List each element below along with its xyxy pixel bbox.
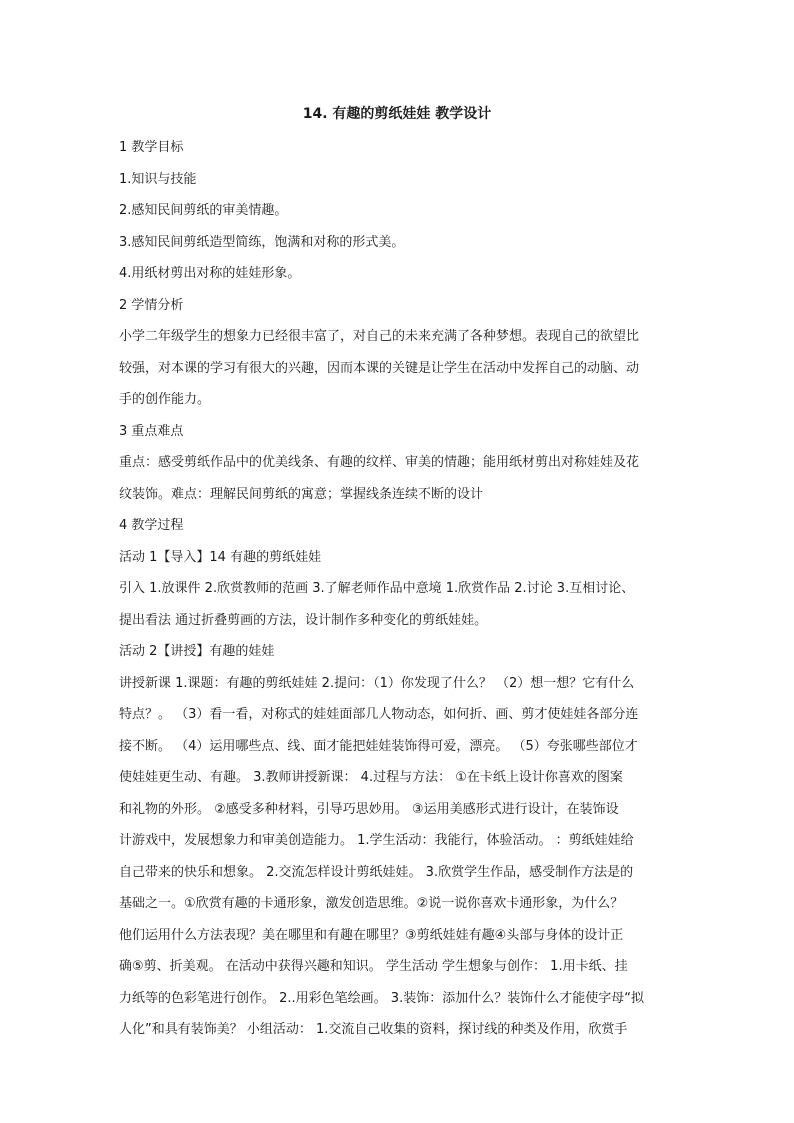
text-line: 讲授新课 1.课题：有趣的剪纸娃娃 2.提问：（1）你发现了什么？ （2）想一想？它有什么 — [119, 675, 635, 691]
document-title: 14. 有趣的剪纸娃娃 教学设计 — [302, 106, 492, 122]
text-line: 重点：感受剪纸作品中的优美线条、有趣的纹样、审美的情趣；能用纸材剪出对称娃娃及花 — [119, 455, 640, 470]
text-line: 计游戏中，发展想象力和审美创造能力。 1.学生活动：我能行，体验活动。 ：剪纸娃娃给 — [119, 833, 634, 848]
text-line: 他们运用什么方法表现？美在哪里和有趣在哪里？③剪纸娃娃有趣④头部与身体的设计正 — [119, 927, 624, 943]
text-line: 引入 1.放课件 2.欣赏教师的范画 3.了解老师作品中意境 1.欣赏作品 2.讨论 3.互相讨论、 — [119, 581, 635, 596]
text-line: 提出看法 通过折叠剪画的方法，设计制作多种变化的剪纸娃娃。 — [119, 612, 488, 628]
text-line: 小学二年级学生的想象力已经很丰富了，对自己的未来充满了各种梦想。表现自己的欲望比 — [119, 329, 640, 344]
text-line: 特点？。 （3）看一看，对称式的娃娃面部几人物动态，如何折、画、剪才使娃娃各部分连 — [119, 707, 639, 722]
text-line: 确⑤剪、折美观。 在活动中获得兴趣和知识。 学生活动 学生想象与创作： 1.用卡纸、挂 — [119, 959, 628, 974]
text-line: 2 学情分析 — [119, 297, 184, 313]
text-line: 接不断。 （4）运用哪些点、线、面才能把娃娃装饰得可爱，漂亮。 （5）夸张哪些部位才 — [119, 738, 638, 754]
text-line: 基础之一。①欣赏有趣的卡通形象，激发创造思维。②说一说你喜欢卡通形象，为什么？ — [119, 896, 624, 911]
text-line: 4 教学过程 — [119, 518, 184, 533]
document-body — [119, 132, 675, 1046]
text-line: 纹装饰。难点：理解民间剪纸的寓意；掌握线条连续不断的设计 — [119, 486, 484, 502]
text-line: 1.知识与技能 — [119, 171, 197, 187]
text-line: 2.感知民间剪纸的审美情趣。 — [119, 203, 288, 218]
text-line: 活动 1【导入】14 有趣的剪纸娃娃 — [119, 549, 322, 565]
text-line: 手的创作能力。 — [119, 392, 211, 407]
text-line: 使娃娃更生动、有趣。 3.教师讲授新课： 4.过程与方法： ①在卡纸上设计你喜欢的图案 — [119, 770, 623, 785]
text-line: 3 重点难点 — [119, 423, 184, 439]
text-line: 和礼物的外形。 ②感受多种材料，引导巧思妙用。 ③运用美感形式进行设计，在装饰设 — [119, 801, 619, 817]
text-line: 4.用纸材剪出对称的娃娃形象。 — [119, 266, 301, 281]
text-line: 3.感知民间剪纸造型简练，饱满和对称的形式美。 — [119, 234, 405, 250]
text-line: 活动 2【讲授】有趣的娃娃 — [119, 644, 275, 659]
text-line: 自己带来的快乐和想象。 2.交流怎样设计剪纸娃娃。 3.欣赏学生作品，感受制作方法是的 — [119, 864, 634, 880]
text-line: 力纸等的色彩笔进行创作。 2..用彩色笔绘画。 3.装饰：添加什么？装饰什么才能使字母“拟 — [119, 990, 644, 1006]
text-line: 较强，对本课的学习有很大的兴趣，因而本课的关键是让学生在活动中发挥自己的动脑、动 — [119, 360, 640, 376]
text-line: 人化”和具有装饰美？ 小组活动： 1.交流自己收集的资料，探讨线的种类及作用，欣赏手 — [119, 1022, 628, 1037]
text-line: 1 教学目标 — [119, 140, 184, 155]
